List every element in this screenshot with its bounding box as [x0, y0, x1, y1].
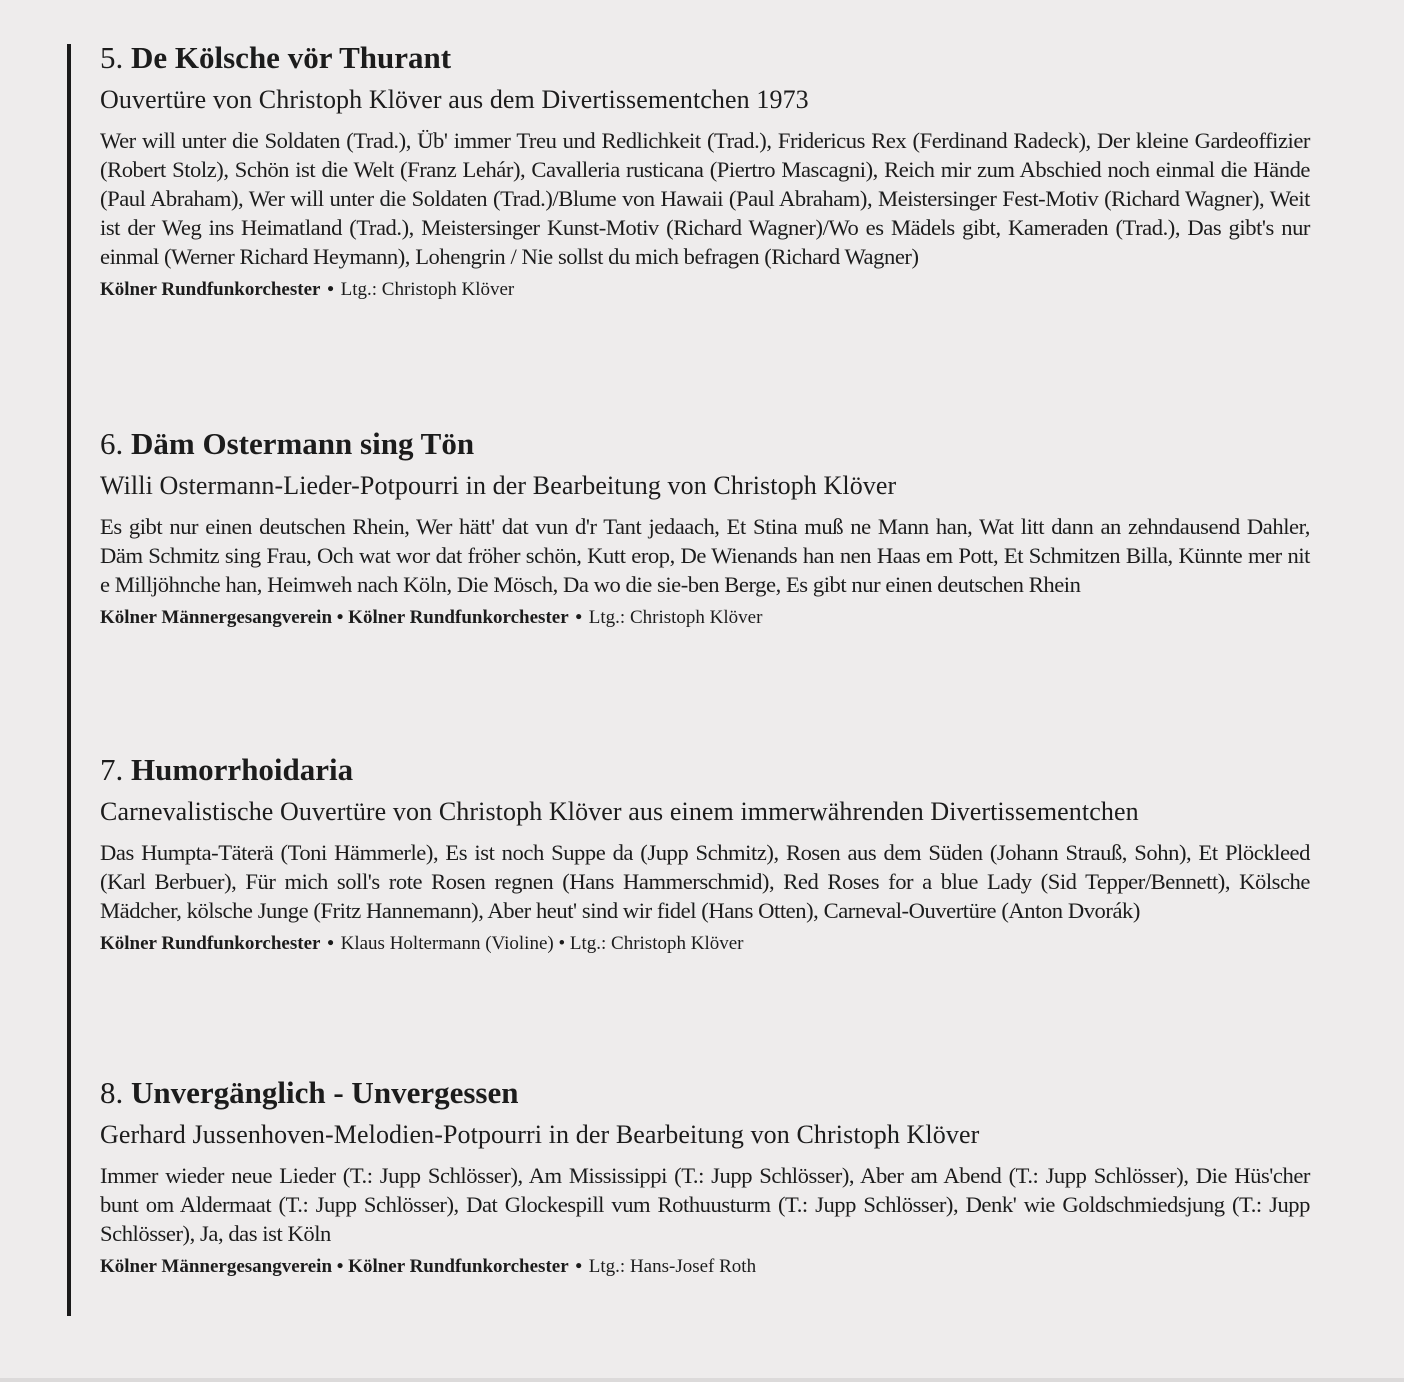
track-song-list: Das Humpta-Täterä (Toni Hämmerle), Es ist noch Suppe da (Jupp Schmitz), Rosen aus dem Süden (Johann Strauß, Sohn), Et Plöckleed (Karl Berbuer), Für mich soll's rote Rosen regnen (Hans Hammerschmid), Red Roses for a blue Lady (Sid Tepper/Bennett), Kölsche Mädcher, kölsche Junge (Fritz Hannemann), Aber heut' sind wir fidel (Hans Otten), Carneval-Ouvertüre (Anton Dvorák) — [100, 840, 1310, 923]
conductor: Ltg.: Christoph Klöver — [588, 607, 763, 628]
page-bottom-edge — [0, 1378, 1404, 1382]
track-heading — [100, 752, 1310, 788]
track-subtitle: Carnevalistische Ouvertüre von Christoph Klöver aus einem immerwährenden Divertissementchen — [100, 797, 1139, 826]
track-entry — [100, 752, 1310, 956]
track-title: Humorrhoidaria — [131, 752, 354, 787]
track-number: 8. — [100, 1075, 124, 1110]
track-song-list: Wer will unter die Soldaten (Trad.), Üb' immer Treu und Redlichkeit (Trad.), Fridericus Rex (Ferdinand Radeck), Der kleine Gardeoffizier (Robert Stolz), Schön ist die Welt (Franz Lehár), Cavalleria rusticana (Piertro Mascagni), Reich mir zum Abschied noch einmal die Hände (Paul Abraham), Wer will unter die Soldaten (Trad.)/Blume von Hawaii (Paul Abraham), Meistersinger Fest-Motiv (Richard Wagner), Weit ist der Weg ins Heimatland (Trad.), Meistersinger Kunst-Motiv (Richard Wagner)/Wo es Mädels gibt, Kameraden (Trad.), Das gibt's nur einmal (Werner Richard Heymann), Lohengrin / Nie sollst du mich befragen (Richard Wagner) — [100, 128, 1310, 269]
conductor: Ltg.: Christoph Klöver — [340, 279, 515, 300]
track-heading — [100, 40, 1310, 76]
track-song-list: Es gibt nur einen deutschen Rhein, Wer hätt' dat vun d'r Tant jedaach, Et Stina muß ne Mann han, Wat litt dann an zehndausend Dahler, Däm Schmitz sing Frau, Och wat wor dat fröher schön, Kutt erop, De Wienands han nen Haas em Pott, Et Schmitzen Billa, Künnte mer nit e Milljöhnche han, Heimweh nach Köln, Die Mösch, Da wo die sie-ben Berge, Es gibt nur einen deutschen Rhein — [100, 514, 1310, 597]
track-title: Däm Ostermann sing Tön — [131, 426, 475, 461]
track-credits — [100, 1255, 1310, 1279]
soloist-and-conductor: Klaus Holtermann (Violine) • Ltg.: Christoph Klöver — [340, 933, 744, 954]
track-number: 7. — [100, 752, 124, 787]
track-heading — [100, 426, 1310, 462]
track-song-list: Immer wieder neue Lieder (T.: Jupp Schlösser), Am Mississippi (T.: Jupp Schlösser), Aber am Abend (T.: Jupp Schlösser), Die Hüs'cher bunt om Aldermaat (T.: Jupp Schlösser), Dat Glockespill vum Rothuusturm (T.: Jupp Schlösser), Denk' wie Goldschmiedsjung (T.: Jupp Schlösser), Ja, das ist Köln — [100, 1163, 1310, 1246]
conductor: Ltg.: Hans-Josef Roth — [588, 1256, 757, 1277]
track-number: 6. — [100, 426, 124, 461]
track-entry — [100, 1075, 1310, 1279]
track-entry — [100, 40, 1310, 302]
performers: Kölner Rundfunkorchester — [100, 933, 321, 954]
performers: Kölner Männergesangverein • Kölner Rundfunkorchester — [100, 607, 569, 628]
track-number: 5. — [100, 40, 124, 75]
bullet-separator: • — [575, 607, 583, 628]
track-title: Unvergänglich - Unvergessen — [131, 1075, 519, 1110]
track-credits — [100, 932, 1310, 956]
track-subtitle: Willi Ostermann-Lieder-Potpourri in der Bearbeitung von Christoph Klöver — [100, 471, 897, 500]
track-credits — [100, 278, 1310, 302]
track-credits — [100, 606, 1310, 630]
track-title: De Kölsche vör Thurant — [131, 40, 452, 75]
bullet-separator: • — [327, 279, 334, 300]
track-subtitle: Ouvertüre von Christoph Klöver aus dem Divertissementchen 1973 — [100, 85, 809, 114]
track-subtitle: Gerhard Jussenhoven-Melodien-Potpourri in der Bearbeitung von Christoph Klöver — [100, 1120, 980, 1149]
vertical-rule — [67, 44, 71, 1316]
track-entry — [100, 426, 1310, 630]
performers: Kölner Männergesangverein • Kölner Rundfunkorchester — [100, 1256, 569, 1277]
bullet-separator: • — [575, 1256, 583, 1277]
performers: Kölner Rundfunkorchester — [100, 279, 321, 300]
bullet-separator: • — [327, 933, 334, 954]
track-heading — [100, 1075, 1310, 1111]
